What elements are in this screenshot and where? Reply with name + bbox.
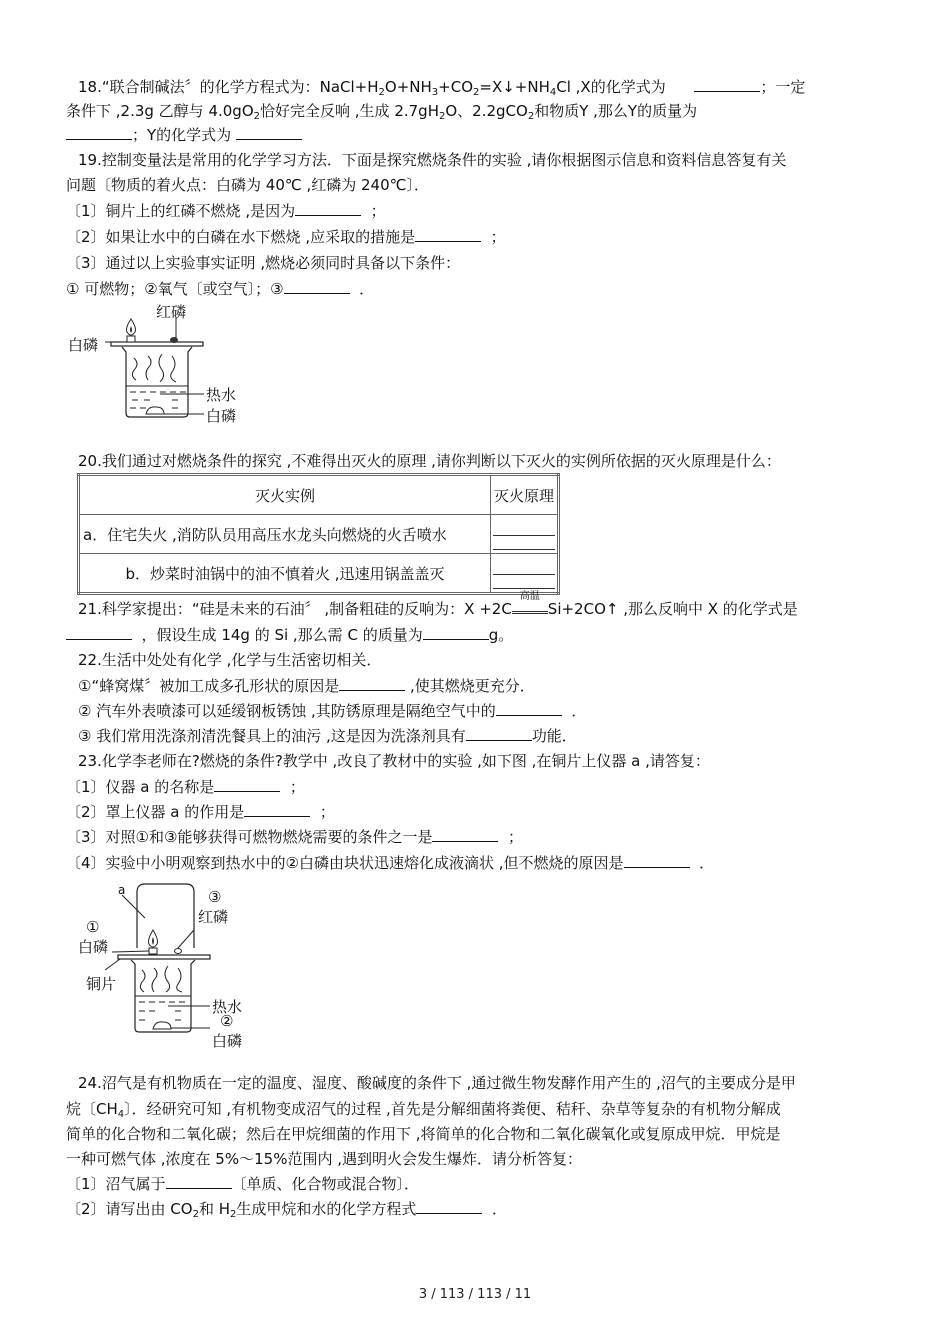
answer-blank[interactable] bbox=[284, 279, 350, 294]
q19-text: ； bbox=[370, 202, 386, 220]
principle-cell[interactable] bbox=[491, 554, 559, 594]
label-white-phosphorus-top: 白磷 bbox=[68, 336, 99, 354]
q18-line2: 条件下 ,2.3g 乙醇与 $4.0gO_2$恰好完全反响 ,生成 $2.7gH_2O$、2.2gCO$_2$和物质Y ,那么Y的质量为 bbox=[66, 102, 698, 122]
answer-blank[interactable] bbox=[416, 1199, 482, 1214]
q24-sub1 bbox=[66, 1173, 419, 1195]
q19-text: 〔2〕如果让水中的白磷在水下燃烧 ,应采取的措施是 bbox=[66, 228, 416, 246]
header-example: 灭火实例 bbox=[79, 475, 491, 515]
q23-text: ； bbox=[319, 803, 335, 821]
q19-sub3: 〔3〕通过以上实验事实证明 ,燃烧必须同时具备以下条件： bbox=[66, 254, 461, 272]
label-red-phosphorus: 红磷 bbox=[198, 908, 229, 926]
q22-line1: 22.生活中处处有化学 ,化学与生活密切相关． bbox=[78, 651, 382, 669]
q23-text: 〔2〕罩上仪器 a 的作用是 bbox=[66, 803, 245, 821]
q22-text: ①“蜂窝煤〞被加工成多孔形状的原因是 bbox=[78, 677, 340, 695]
answer-blank[interactable] bbox=[694, 77, 760, 92]
q24-text: 和 H bbox=[198, 1200, 231, 1218]
q18-text: 条件下 ,2.3g 乙醇与 4.0gO bbox=[66, 102, 254, 120]
q21-line2 bbox=[66, 624, 513, 646]
label-circle-3: ③ bbox=[208, 888, 222, 906]
q22-text: ． bbox=[571, 702, 587, 720]
answer-blank[interactable] bbox=[295, 201, 361, 216]
q18-line3 bbox=[66, 124, 302, 146]
table-row bbox=[79, 554, 559, 594]
q23-text: 〔1〕仪器 a 的名称是 bbox=[66, 778, 215, 796]
q18-text: O+NH bbox=[384, 78, 432, 96]
principle-cell[interactable] bbox=[491, 515, 559, 554]
answer-blank[interactable] bbox=[66, 125, 132, 140]
q20-line1: 20.我们通过对燃烧条件的探究 ,不难得出灭火的原理 ,请你判断以下灭火的实例所依据的灭火原理是什么： bbox=[78, 452, 781, 470]
table-row bbox=[79, 515, 559, 554]
answer-blank[interactable] bbox=[244, 802, 310, 817]
q19-experiment-figure bbox=[60, 300, 280, 435]
q24-line2: 烷〔$CH_4$〕．经研究可知 ,有机物变成沼气的过程 ,首先是分解细菌将粪便、秸秆、杂草等复杂的有机物分解成 bbox=[66, 1100, 781, 1120]
q22-text: ③ 我们常用洗涤剂清洗餐具上的油污 ,这是因为洗涤剂具有 bbox=[78, 727, 466, 745]
reaction-condition bbox=[512, 591, 548, 614]
q23-text: ． bbox=[699, 854, 715, 872]
label-white-phosphorus-bottom: 白磷 bbox=[206, 407, 237, 425]
answer-blank[interactable] bbox=[466, 726, 532, 741]
q24-text: 〔2〕请写出由 CO bbox=[66, 1200, 193, 1218]
q18-text: O、2.2gCO bbox=[445, 102, 528, 120]
answer-blank[interactable] bbox=[624, 853, 690, 868]
q22-item3 bbox=[78, 725, 577, 747]
answer-blank[interactable] bbox=[415, 227, 481, 242]
q19-line1: 19.控制变量法是常用的化学学习方法．下面是探究燃烧条件的实验 ,请你根据图示信息和资料信息答复有关 bbox=[78, 151, 787, 169]
label-red-phosphorus: 红磷 bbox=[156, 303, 187, 321]
example-cell: a．住宅失火 ,消防队员用高压水龙头向燃烧的火舌喷水 bbox=[79, 515, 491, 554]
q19-sub3-list bbox=[66, 278, 374, 300]
q23-text: ； bbox=[289, 778, 305, 796]
equals-bar bbox=[512, 611, 548, 614]
q18-text: ；Y的化学式为 bbox=[132, 126, 232, 144]
q24-line3: 简单的化合物和二氧化碳；然后在甲烷细菌的作用下 ,将简单的化合物和二氧化碳氧化或复原成甲烷．甲烷是 bbox=[66, 1125, 781, 1143]
q23-text: ； bbox=[508, 828, 524, 846]
q23-sub2 bbox=[66, 801, 335, 823]
q21-line1 bbox=[78, 591, 798, 620]
q24-sub2: 〔2〕请写出由 $CO_2$和 $H_2$生成甲烷和水的化学方程式 ． bbox=[66, 1200, 507, 1220]
q19-sub2 bbox=[66, 226, 506, 248]
label-white-phosphorus-2: 白磷 bbox=[212, 1032, 243, 1050]
q24-text: 〕．经研究可知 ,有机物变成沼气的过程 ,首先是分解细菌将粪便、秸秆、杂草等复杂的有机物分解成 bbox=[124, 1100, 781, 1118]
q18-text: 18.“联合制碱法〞的化学方程式为：NaCl+H bbox=[78, 78, 379, 96]
q19-line2: 问题〔物质的着火点：白磷为 40℃ ,红磷为 240℃〕． bbox=[66, 176, 429, 194]
label-white-phosphorus-1: 白磷 bbox=[78, 938, 109, 956]
label-hot-water: 热水 bbox=[212, 998, 243, 1016]
q22-text: ② 汽车外表喷漆可以延缓钢板锈蚀 ,其防锈原理是隔绝空气中的 bbox=[78, 702, 496, 720]
q24-text: 〔1〕沼气属于 bbox=[66, 1175, 166, 1193]
answer-blank[interactable] bbox=[432, 827, 498, 842]
condition-label: 高温 bbox=[519, 591, 540, 602]
page-number: 3 / 113 / 113 / 11 bbox=[418, 1287, 532, 1302]
q21-text: 21.科学家提出：“硅是未来的石油〞 ,制备粗硅的反响为：X +2C bbox=[78, 600, 512, 618]
q21-text: Si+2CO↑ ,那么反响中 X 的化学式是 bbox=[547, 600, 798, 618]
q24-text: 〔单质、化合物或混合物〕． bbox=[231, 1175, 420, 1193]
q21-text: g。 bbox=[488, 626, 514, 644]
q23-text: 〔3〕对照①和③能够获得可燃物燃烧需要的条件之一是 bbox=[66, 828, 433, 846]
label-circle-2: ② bbox=[220, 1012, 234, 1030]
q18-text: 恰好完全反响 ,生成 2.7gH bbox=[260, 102, 439, 120]
q19-text: ； bbox=[490, 228, 506, 246]
q19-sub1 bbox=[66, 200, 386, 222]
beaker-bell-jar-illustration bbox=[60, 878, 280, 1058]
header-principle: 灭火原理 bbox=[491, 475, 559, 515]
q18-text: +CO bbox=[438, 78, 474, 96]
answer-blank[interactable] bbox=[66, 625, 132, 640]
q19-text: ① 可燃物；②氧气〔或空气〕；③ bbox=[66, 280, 284, 298]
q23-sub3 bbox=[66, 826, 523, 848]
answer-blank[interactable] bbox=[236, 125, 302, 140]
q19-text: ． bbox=[359, 280, 375, 298]
q18-text: ；一定 bbox=[760, 78, 806, 96]
q23-sub1 bbox=[66, 776, 305, 798]
q18-line1: 18.“联合制碱法〞的化学方程式为：$NaCl+H_2O+NH_3+CO_2=X↓+NH_4Cl$ ,X的化学式为 ；一定 bbox=[78, 78, 806, 98]
q24-text: 生成甲烷和水的化学方程式 bbox=[236, 1200, 417, 1218]
q21-text: ，假设生成 14g 的 Si ,那么需 C 的质量为 bbox=[141, 626, 423, 644]
example-cell: b．炒菜时油锅中的油不慎着火 ,迅速用锅盖盖灭 bbox=[79, 554, 491, 594]
label-copper-plate: 铜片 bbox=[86, 975, 117, 993]
q24-line4: 一种可燃气体 ,浓度在 5%～15%范围内 ,遇到明火会发生爆炸．请分析答复： bbox=[66, 1150, 582, 1168]
q22-item2 bbox=[78, 700, 586, 722]
table-header-row bbox=[79, 475, 559, 515]
q22-item1 bbox=[78, 675, 535, 697]
q24-text: ． bbox=[491, 1200, 507, 1218]
q18-text: =X↓+NH bbox=[479, 78, 550, 96]
label-circle-1: ① bbox=[86, 918, 100, 936]
q23-text: 〔4〕实验中小明观察到热水中的②白磷由块状迅速熔化成液滴状 ,但不燃烧的原因是 bbox=[66, 854, 624, 872]
q18-text: Cl ,X的化学式为 bbox=[556, 78, 666, 96]
answer-blank[interactable] bbox=[166, 1174, 232, 1189]
q18-text: 和物质Y ,那么Y的质量为 bbox=[534, 102, 698, 120]
answer-blank[interactable] bbox=[214, 777, 280, 792]
q22-text: ,使其燃烧更充分． bbox=[405, 677, 535, 695]
fire-extinguishing-table bbox=[77, 473, 560, 595]
answer-blank[interactable] bbox=[339, 676, 405, 691]
answer-blank[interactable] bbox=[423, 625, 489, 640]
q19-text: 〔1〕铜片上的红磷不燃烧 ,是因为 bbox=[66, 202, 296, 220]
q24-text: 烷〔CH bbox=[66, 1100, 118, 1118]
answer-blank[interactable] bbox=[496, 701, 562, 716]
q23-experiment-figure bbox=[60, 878, 280, 1058]
q23-line1: 23.化学李老师在?燃烧的条件?教学中 ,改良了教材中的实验 ,如下图 ,在铜片上仪器 a ,请答复： bbox=[78, 752, 710, 770]
label-hot-water: 热水 bbox=[206, 386, 237, 404]
q22-text: 功能． bbox=[531, 727, 577, 745]
label-instrument-a: a bbox=[118, 883, 126, 897]
q24-line1: 24.沼气是有机物质在一定的温度、湿度、酸碱度的条件下 ,通过微生物发酵作用产生的 ,沼气的主要成分是甲 bbox=[78, 1074, 796, 1092]
q23-sub4 bbox=[66, 852, 714, 874]
